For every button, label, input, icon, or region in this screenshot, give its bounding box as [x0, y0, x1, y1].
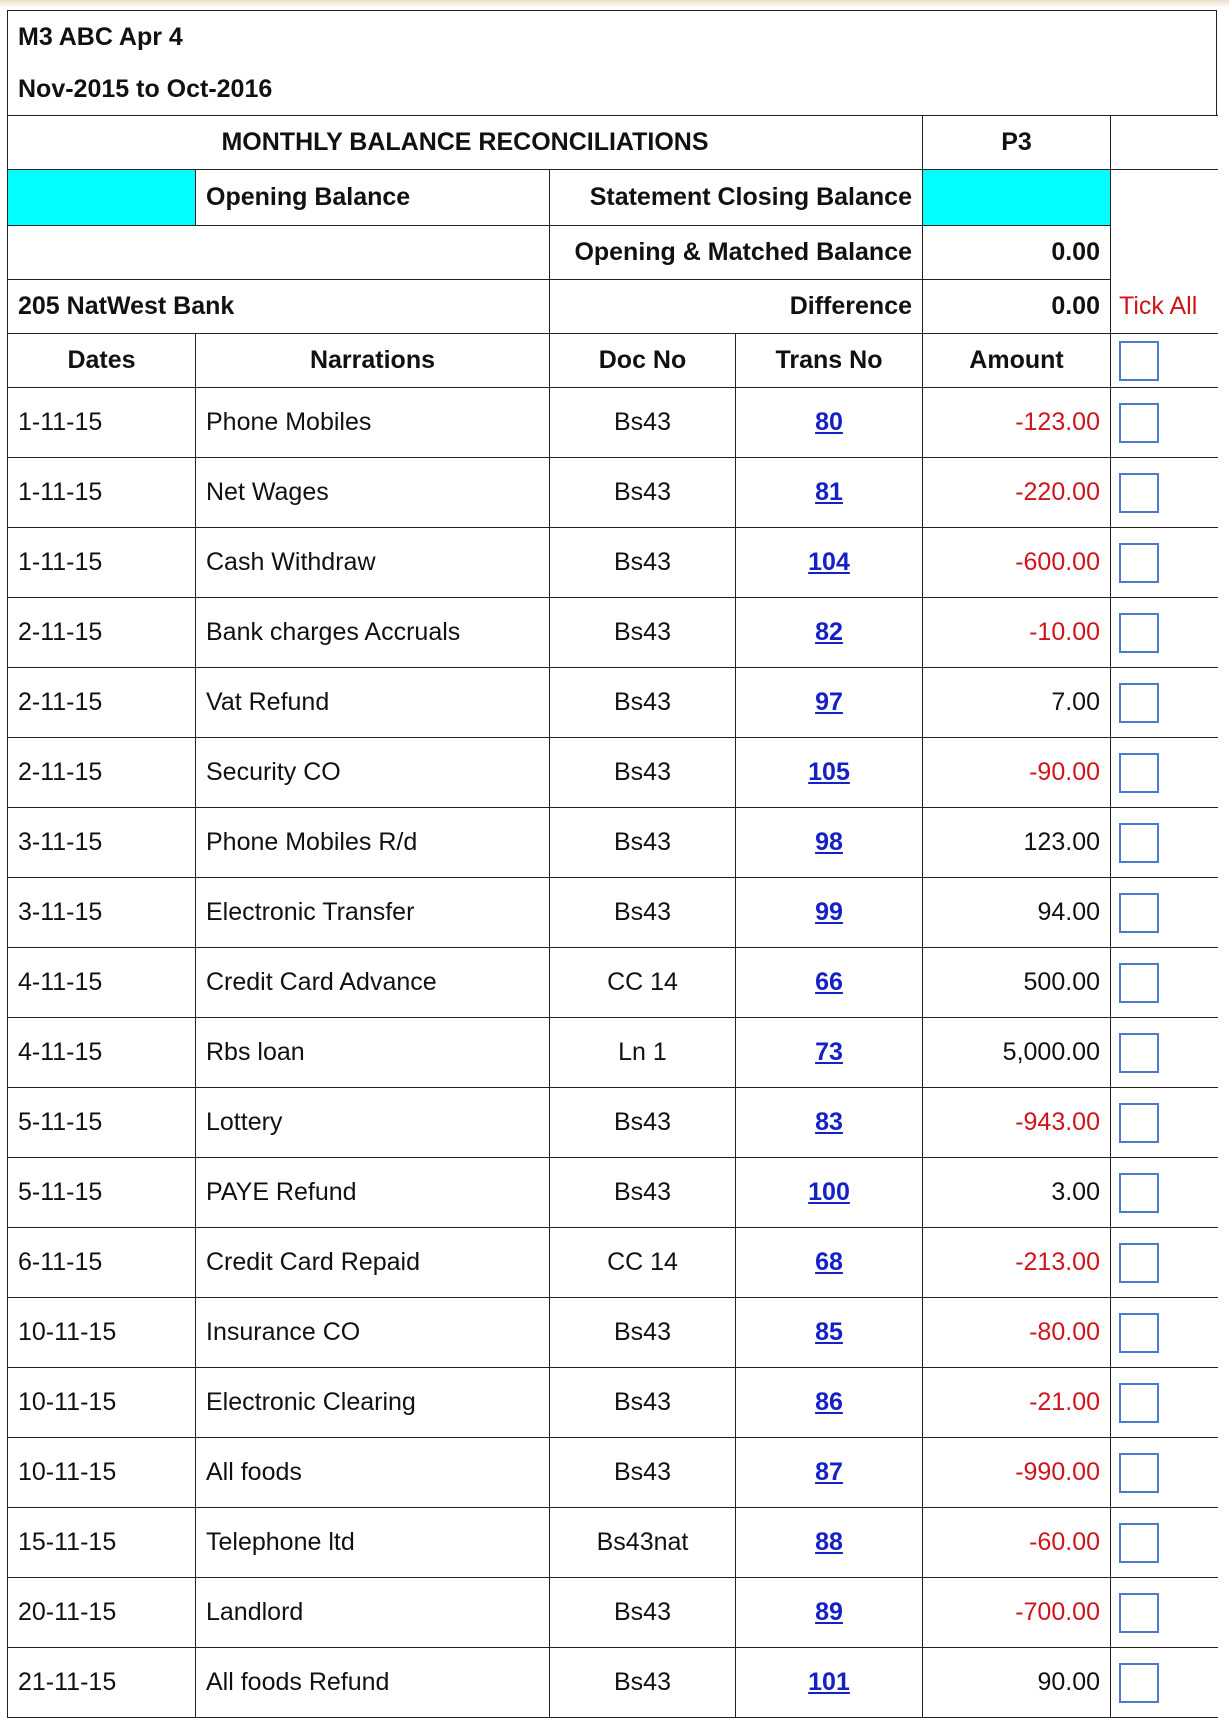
- row-checkbox[interactable]: [1119, 893, 1159, 933]
- report-period: Nov-2015 to Oct-2016: [18, 75, 273, 103]
- row-date: 1-11-15: [8, 458, 196, 528]
- row-amount: 123.00: [923, 808, 1111, 878]
- table-row: [8, 458, 1218, 528]
- row-checkbox[interactable]: [1119, 613, 1159, 653]
- opening-balance-label: Opening Balance: [196, 170, 550, 226]
- row-doc-no: Bs43: [550, 1648, 736, 1718]
- row-doc-no: Bs43: [550, 388, 736, 458]
- row-narration: Rbs loan: [196, 1018, 550, 1088]
- opening-matched-value: 0.00: [923, 226, 1111, 280]
- row-date: 2-11-15: [8, 668, 196, 738]
- trans-no-link[interactable]: 68: [815, 1248, 843, 1276]
- row-date: 1-11-15: [8, 528, 196, 598]
- row-amount: -943.00: [923, 1088, 1111, 1158]
- trans-no-link[interactable]: 85: [815, 1318, 843, 1346]
- trans-no-link[interactable]: 89: [815, 1598, 843, 1626]
- row-narration: Electronic Transfer: [196, 878, 550, 948]
- trans-no-link[interactable]: 100: [808, 1178, 850, 1206]
- table-row: [8, 528, 1218, 598]
- row-amount: -990.00: [923, 1438, 1111, 1508]
- row-doc-no: Bs43: [550, 598, 736, 668]
- row-date: 10-11-15: [8, 1368, 196, 1438]
- row-date: 3-11-15: [8, 878, 196, 948]
- statement-closing-input[interactable]: [923, 170, 1111, 226]
- row-doc-no: Bs43: [550, 668, 736, 738]
- section-heading: MONTHLY BALANCE RECONCILIATIONS: [8, 116, 923, 170]
- row-checkbox[interactable]: [1119, 753, 1159, 793]
- statement-closing-label: Statement Closing Balance: [550, 170, 923, 226]
- row-date: 6-11-15: [8, 1228, 196, 1298]
- table-row: [8, 1298, 1218, 1368]
- row-narration: Telephone ltd: [196, 1508, 550, 1578]
- row-doc-no: Bs43: [550, 458, 736, 528]
- tick-all-checkbox[interactable]: [1119, 341, 1159, 381]
- table-row: [8, 948, 1218, 1018]
- row-doc-no: Bs43: [550, 1368, 736, 1438]
- row-checkbox[interactable]: [1119, 823, 1159, 863]
- row-narration: Electronic Clearing: [196, 1368, 550, 1438]
- row-amount: 7.00: [923, 668, 1111, 738]
- row-amount: -700.00: [923, 1578, 1111, 1648]
- row-narration: PAYE Refund: [196, 1158, 550, 1228]
- row-narration: Phone Mobiles: [196, 388, 550, 458]
- empty-cell: [8, 226, 550, 280]
- column-header-narrations: Narrations: [196, 334, 550, 388]
- row-date: 15-11-15: [8, 1508, 196, 1578]
- row-checkbox[interactable]: [1119, 1033, 1159, 1073]
- row-amount: 500.00: [923, 948, 1111, 1018]
- row-amount: 94.00: [923, 878, 1111, 948]
- trans-no-link[interactable]: 105: [808, 758, 850, 786]
- table-row: [8, 1368, 1218, 1438]
- row-checkbox[interactable]: [1119, 1173, 1159, 1213]
- row-amount: -90.00: [923, 738, 1111, 808]
- row-checkbox[interactable]: [1119, 1313, 1159, 1353]
- trans-no-link[interactable]: 81: [815, 478, 843, 506]
- row-date: 2-11-15: [8, 738, 196, 808]
- row-date: 2-11-15: [8, 598, 196, 668]
- row-narration: Phone Mobiles R/d: [196, 808, 550, 878]
- table-row: [8, 598, 1218, 668]
- trans-no-link[interactable]: 104: [808, 548, 850, 576]
- trans-no-link[interactable]: 97: [815, 688, 843, 716]
- row-amount: 3.00: [923, 1158, 1111, 1228]
- row-narration: Insurance CO: [196, 1298, 550, 1368]
- row-checkbox[interactable]: [1119, 963, 1159, 1003]
- column-header-trans-no: Trans No: [736, 334, 923, 388]
- row-date: 5-11-15: [8, 1088, 196, 1158]
- row-date: 4-11-15: [8, 948, 196, 1018]
- row-doc-no: Bs43: [550, 1578, 736, 1648]
- table-row: [8, 1088, 1218, 1158]
- row-doc-no: Bs43: [550, 1088, 736, 1158]
- row-checkbox[interactable]: [1119, 543, 1159, 583]
- row-narration: Credit Card Advance: [196, 948, 550, 1018]
- trans-no-link[interactable]: 82: [815, 618, 843, 646]
- table-row: [8, 1438, 1218, 1508]
- trans-no-link[interactable]: 66: [815, 968, 843, 996]
- row-checkbox[interactable]: [1119, 1593, 1159, 1633]
- trans-no-link[interactable]: 101: [808, 1668, 850, 1696]
- table-row: [8, 668, 1218, 738]
- difference-value: 0.00: [923, 280, 1111, 334]
- row-checkbox[interactable]: [1119, 1453, 1159, 1493]
- tick-all-label: Tick All: [1119, 291, 1198, 320]
- bank-name: 205 NatWest Bank: [8, 280, 550, 334]
- row-doc-no: Bs43: [550, 1438, 736, 1508]
- table-row: [8, 1158, 1218, 1228]
- trans-no-link[interactable]: 73: [815, 1038, 843, 1066]
- table-row: [8, 388, 1218, 458]
- row-doc-no: Ln 1: [550, 1018, 736, 1088]
- report-header: [7, 10, 1217, 115]
- row-date: 21-11-15: [8, 1648, 196, 1718]
- table-row: [8, 878, 1218, 948]
- row-date: 10-11-15: [8, 1438, 196, 1508]
- opening-matched-label: Opening & Matched Balance: [550, 226, 923, 280]
- row-date: 1-11-15: [8, 388, 196, 458]
- row-narration: Security CO: [196, 738, 550, 808]
- row-narration: Net Wages: [196, 458, 550, 528]
- row-narration: Cash Withdraw: [196, 528, 550, 598]
- row-checkbox[interactable]: [1119, 683, 1159, 723]
- table-row: [8, 738, 1218, 808]
- table-row: [8, 1018, 1218, 1088]
- table-row: [8, 1578, 1218, 1648]
- row-amount: -80.00: [923, 1298, 1111, 1368]
- page-code: P3: [923, 116, 1111, 170]
- row-amount: 90.00: [923, 1648, 1111, 1718]
- row-narration: All foods Refund: [196, 1648, 550, 1718]
- row-amount: -60.00: [923, 1508, 1111, 1578]
- column-header-dates: Dates: [8, 334, 196, 388]
- opening-balance-input[interactable]: [8, 170, 196, 226]
- row-checkbox[interactable]: [1119, 1383, 1159, 1423]
- row-amount: -21.00: [923, 1368, 1111, 1438]
- row-doc-no: CC 14: [550, 1228, 736, 1298]
- row-amount: -123.00: [923, 388, 1111, 458]
- row-narration: Lottery: [196, 1088, 550, 1158]
- table-row: [8, 1508, 1218, 1578]
- row-doc-no: Bs43: [550, 808, 736, 878]
- row-doc-no: CC 14: [550, 948, 736, 1018]
- row-amount: -220.00: [923, 458, 1111, 528]
- row-checkbox[interactable]: [1119, 1243, 1159, 1283]
- row-date: 3-11-15: [8, 808, 196, 878]
- row-doc-no: Bs43: [550, 528, 736, 598]
- row-doc-no: Bs43: [550, 1298, 736, 1368]
- column-header-doc-no: Doc No: [550, 334, 736, 388]
- row-narration: Vat Refund: [196, 668, 550, 738]
- trans-no-link[interactable]: 86: [815, 1388, 843, 1416]
- row-checkbox[interactable]: [1119, 1523, 1159, 1563]
- row-checkbox[interactable]: [1119, 1103, 1159, 1143]
- row-narration: Credit Card Repaid: [196, 1228, 550, 1298]
- row-doc-no: Bs43: [550, 1158, 736, 1228]
- trans-no-link[interactable]: 98: [815, 828, 843, 856]
- table-row: [8, 1228, 1218, 1298]
- row-doc-no: Bs43nat: [550, 1508, 736, 1578]
- row-amount: -10.00: [923, 598, 1111, 668]
- report-title: M3 ABC Apr 4: [18, 23, 183, 51]
- row-date: 20-11-15: [8, 1578, 196, 1648]
- row-narration: Landlord: [196, 1578, 550, 1648]
- difference-label: Difference: [550, 280, 923, 334]
- row-checkbox[interactable]: [1119, 1663, 1159, 1703]
- trans-no-link[interactable]: 87: [815, 1458, 843, 1486]
- trans-no-link[interactable]: 88: [815, 1528, 843, 1556]
- row-checkbox[interactable]: [1119, 473, 1159, 513]
- row-doc-no: Bs43: [550, 878, 736, 948]
- reconciliation-table: [7, 115, 1218, 1718]
- trans-no-link[interactable]: 83: [815, 1108, 843, 1136]
- row-date: 5-11-15: [8, 1158, 196, 1228]
- row-checkbox[interactable]: [1119, 403, 1159, 443]
- table-row: [8, 1648, 1218, 1718]
- top-border: [0, 0, 1229, 8]
- trans-no-link[interactable]: 80: [815, 408, 843, 436]
- row-doc-no: Bs43: [550, 738, 736, 808]
- row-date: 4-11-15: [8, 1018, 196, 1088]
- trans-no-link[interactable]: 99: [815, 898, 843, 926]
- row-narration: Bank charges Accruals: [196, 598, 550, 668]
- row-date: 10-11-15: [8, 1298, 196, 1368]
- row-amount: -213.00: [923, 1228, 1111, 1298]
- row-amount: 5,000.00: [923, 1018, 1111, 1088]
- row-amount: -600.00: [923, 528, 1111, 598]
- table-row: [8, 808, 1218, 878]
- row-narration: All foods: [196, 1438, 550, 1508]
- column-header-amount: Amount: [923, 334, 1111, 388]
